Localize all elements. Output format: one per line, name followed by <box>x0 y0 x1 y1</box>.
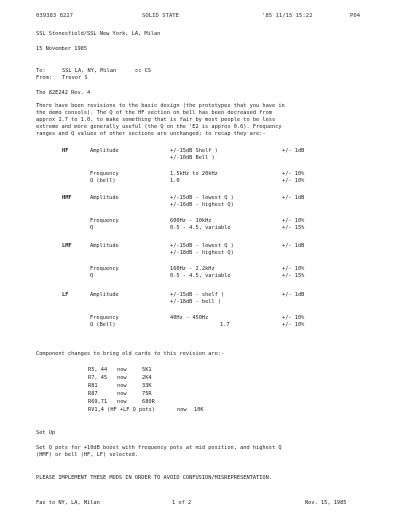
lf-tolerance: +/- 10% <box>282 322 305 328</box>
hf-value: 1.0 <box>170 178 180 184</box>
hmf-tolerance: +/- 10% <box>282 218 305 224</box>
lf-tolerance: +/- 10% <box>282 315 305 321</box>
fax-sender: SOLID STATE <box>142 13 180 19</box>
lmf-param: Amplitude <box>90 243 119 249</box>
lf-param: Q (Bell) <box>90 322 116 328</box>
lf-value: 40Hz - 450Hz <box>170 315 209 321</box>
component-now: now <box>177 407 187 413</box>
footer-left: Fax to NY, LA, Milan <box>36 500 100 506</box>
hf-value: 1.5kHz to 20kHz <box>170 171 218 177</box>
hmf-value: +/-16dB - highest Q) <box>170 202 234 208</box>
component-value: 2K4 <box>142 375 152 381</box>
lmf-tolerance: +/- 1dB <box>282 243 305 249</box>
hmf-tolerance: +/- 1dB <box>282 195 305 201</box>
hmf-value: 0.5 - 4.5, variable <box>170 225 231 231</box>
lf-value: +/-15dB - shelf ) <box>170 292 225 298</box>
fax-page-number: P04 <box>350 13 361 19</box>
lf-value: 1.7 <box>220 322 230 328</box>
hmf-value: 600Hz - 10kHz <box>170 218 212 224</box>
lmf-tolerance: +/- 10% <box>282 266 305 272</box>
component-value: 680R <box>142 399 155 405</box>
hf-tolerance: +/- 10% <box>282 178 305 184</box>
component-now: now <box>117 391 127 397</box>
hf-tolerance: +/- 10% <box>282 171 305 177</box>
intro-line: extreme and more generally useful (the Q on the 'E2 is approx 0.6). Frequency <box>36 124 282 130</box>
lmf-param: Q <box>90 273 94 279</box>
hf-param: Amplitude <box>90 148 119 154</box>
section-name-hf: HF <box>62 148 69 154</box>
section-name-lmf: LMF <box>62 243 72 249</box>
hf-param: Frequency <box>90 171 119 177</box>
lmf-tolerance: +/- 15% <box>282 273 305 279</box>
lf-tolerance: +/- 1dB <box>282 292 305 298</box>
component-ref: R5, 44 <box>88 367 108 373</box>
hmf-value: +/-15dB - lowest Q ) <box>170 195 234 201</box>
lmf-value: 0.5 - 4.5, variable <box>170 273 231 279</box>
component-now: now <box>117 367 127 373</box>
setup-line: Set Q pots for +10dB boost with frequency pots at mid position, and highest Q <box>36 445 282 451</box>
memo-date: 15 November 1985 <box>36 46 88 52</box>
lf-param: Amplitude <box>90 292 119 298</box>
notice-line: PLEASE IMPLEMENT THESE MODS IN ORDER TO AVOID CONFUSION/MISREPRESENTATION. <box>36 475 272 481</box>
lf-param: Frequency <box>90 315 119 321</box>
memo-from-label: From: <box>36 75 52 81</box>
memo-to-value: SSL LA, NY, Milan <box>62 68 117 74</box>
lmf-value: 160Hz - 2.2kHz <box>170 266 215 272</box>
hmf-param: Amplitude <box>90 195 119 201</box>
component-ref: R69,71 <box>88 399 108 405</box>
component-now: now <box>117 375 127 381</box>
fax-datetime: '85 11/15 15:22 <box>262 13 313 19</box>
intro-line: There have been revisions to the basic design (the prototypes that you have in <box>36 103 285 109</box>
memo-to-label: To: <box>36 68 46 74</box>
lf-value: +/-18dB - bell ) <box>170 299 222 305</box>
component-now: now <box>117 399 127 405</box>
setup-heading: Set Up <box>36 430 56 436</box>
memo-subject: The 82E242 Rev. 4 <box>36 90 91 96</box>
hmf-tolerance: +/- 15% <box>282 225 305 231</box>
component-value: 10K <box>194 407 204 413</box>
memo-to-line: SSL Stonesfield/SSL New York, LA, Milan <box>36 31 161 37</box>
component-ref: R81 <box>88 383 98 389</box>
hmf-param: Q <box>90 225 94 231</box>
intro-line: approx 1.7 to 1.0, to make something that is fair by most people to be less <box>36 117 276 123</box>
hf-param: Q (bell) <box>90 178 116 184</box>
section-name-lf: LF <box>62 292 69 298</box>
component-value: 33K <box>142 383 152 389</box>
memo-from-value: Trevor S <box>62 75 88 81</box>
fax-number: 039383 8227 <box>36 13 74 19</box>
component-ref: R7, 45 <box>88 375 108 381</box>
hmf-param: Frequency <box>90 218 119 224</box>
hf-value: +/-15dB Shelf ) <box>170 148 218 154</box>
footer-date: Nov. 15, 1985 <box>305 500 347 506</box>
hf-value: +/-10dB Bell ) <box>170 155 215 161</box>
intro-line: the demo consols). The Q of the HF section on bell has been decreased from <box>36 110 272 116</box>
lmf-value: +/-18dB - highest Q) <box>170 250 234 256</box>
hf-tolerance: +/- 1dB <box>282 148 305 154</box>
component-value: 5K1 <box>142 367 152 373</box>
lmf-value: +/-15dB - lowest Q ) <box>170 243 234 249</box>
components-heading: Component changes to bring old cards to this revision are:- <box>36 351 225 357</box>
component-ref: RV1,4 (HF +LF Q pots) <box>88 407 155 413</box>
intro-line: ranges and Q values of other sections are unchanged; to recap they are:- <box>36 131 266 137</box>
component-now: now <box>117 383 127 389</box>
section-name-hmf: HMF <box>62 195 72 201</box>
lmf-param: Frequency <box>90 266 119 272</box>
component-value: 75R <box>142 391 152 397</box>
setup-line: (HMF) or bell (HF, LF) selected. <box>36 452 139 458</box>
component-ref: R87 <box>88 391 98 397</box>
memo-cc: cc CS <box>135 68 151 74</box>
footer-page-count: 1 of 2 <box>172 500 192 506</box>
